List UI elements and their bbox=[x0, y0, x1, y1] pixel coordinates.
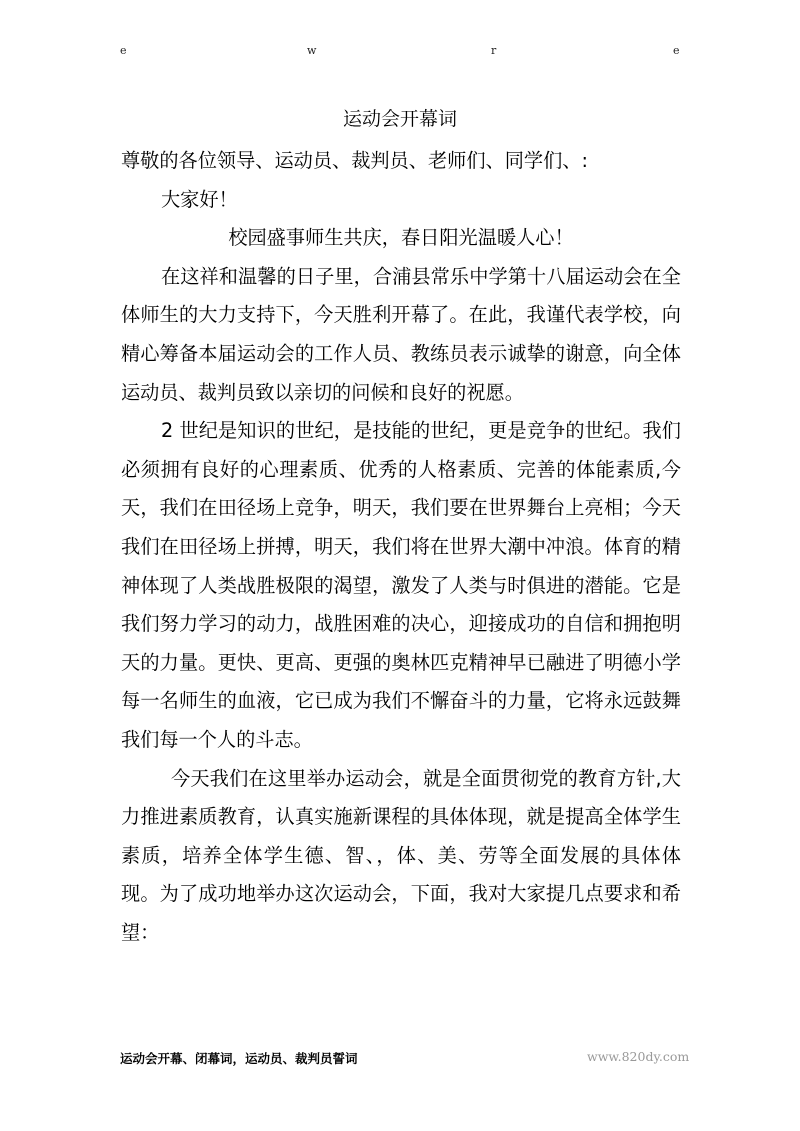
footer-url: www.820dy.com bbox=[587, 1049, 690, 1064]
footer-title: 运动会开幕、闭幕词，运动员、裁判员誓词 bbox=[120, 1051, 358, 1066]
greeting-line: 尊敬的各位领导、运动员、裁判员、老师们、同学们、: bbox=[121, 149, 588, 172]
slogan-line: 校园盛事师生共庆，春日阳光温暖人心！ bbox=[228, 226, 574, 250]
paragraph-1: 在这祥和温馨的日子里，合浦县常乐中学第十八届运动会在全体师生的大力支持下，今天胜利开幕了。在此，我谨代表学校，向精心筹备本届运动会的工作人员、教练员表示诚挚的谢意，向全体运动员、裁判员致以亲切的问候和良好的祝愿。 bbox=[121, 264, 681, 404]
hello-line: 大家好！ bbox=[161, 187, 238, 211]
header-letter-2: w bbox=[307, 44, 317, 57]
body-text bbox=[121, 142, 681, 952]
header-letter-1: e bbox=[120, 44, 127, 57]
paragraph-3: 今天我们在这里举办运动会，就是全面贯彻党的教育方针,大力推进素质教育，认真实施新课程的具体体现，就是提高全体学生素质，培养全体学生德、智、，体、美、劳等全面发展的具体体现。为了成功地举办这次运动会，下面，我对大家提几点要求和希望： bbox=[121, 766, 681, 944]
paragraph-2: 2 世纪是知识的世纪，是技能的世纪，更是竞争的世纪。我们必须拥有良好的心理素质、优秀的人格素质、完善的体能素质,今天，我们在田径场上竞争，明天，我们要在世界舞台上亮相；今天我们在田径场上拼搏，明天，我们将在世界大潮中冲浪。体育的精神体现了人类战胜极限的渴望，激发了人类与时俱进的潜能。它是我们努力学习的动力，战胜困难的决心，迎接成功的自信和拥抱明天的力量。更快、更高、更强的奥林匹克精神早已融进了明德小学每一名师生的血液，它已成为我们不懈奋斗的力量，它将永远鼓舞我们每一个人的斗志。 bbox=[121, 419, 681, 751]
header-letter-4: e bbox=[673, 44, 680, 57]
page-title: 运动会开幕词 bbox=[342, 108, 457, 130]
header-letter-3: r bbox=[491, 44, 497, 57]
